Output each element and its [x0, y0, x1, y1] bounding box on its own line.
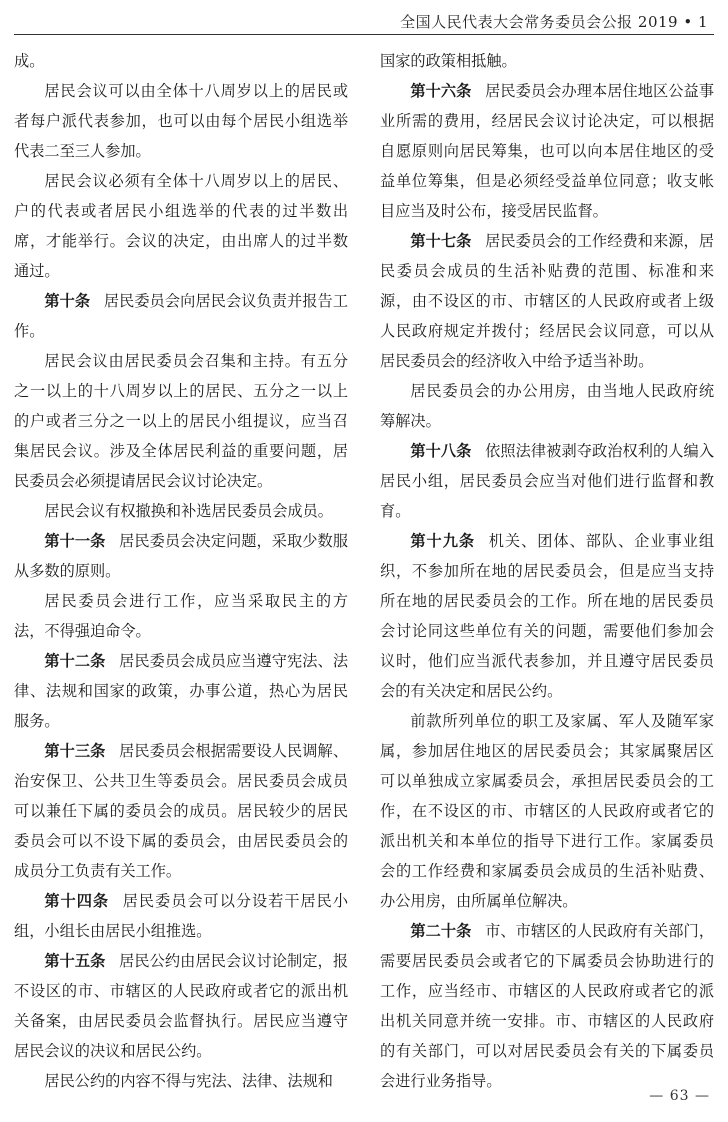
- right-column: [380, 46, 714, 1096]
- article-number: 第十四条: [44, 892, 110, 910]
- paragraph: [380, 916, 714, 1096]
- paragraph-text: 居民委员会的办公用房，由当地人民政府统筹解决。: [380, 382, 714, 430]
- paragraph: [14, 646, 348, 736]
- paragraph-text: 居民委员会成员应当遵守宪法、法律、法规和国家的政策，办事公道，热心为居民服务。: [14, 652, 349, 730]
- left-column: [14, 46, 348, 1096]
- paragraph-text: 居民公约由居民会议讨论制定，报不设区的市、市辖区的人民政府或者它的派出机关备案，由居民委员会监督执行。居民应当遵守居民会议的决议和居民公约。: [14, 952, 349, 1060]
- article-number: 第十五条: [44, 952, 106, 970]
- article-number: 第十二条: [44, 652, 106, 670]
- paragraph-text: 居民委员会的工作经费和来源，居民委员会成员的生活补贴费的范围、标准和来源，由不设区的市、市辖区的人民政府或者上级人民政府规定并拨付；经居民会议同意，可以从居民委员会的经济收入中给予适当补助。: [380, 232, 715, 370]
- paragraph: [380, 526, 714, 706]
- paragraph: [14, 946, 348, 1066]
- article-number: 第十七条: [410, 232, 472, 250]
- paragraph: [14, 286, 348, 346]
- article-number: 第十八条: [410, 442, 472, 460]
- paragraph-text: 市、市辖区的人民政府有关部门，需要居民委员会或者它的下属委员会协助进行的工作，应当经市、市辖区的人民政府或者它的派出机关同意并统一安排。市、市辖区的人民政府的有关部门，可以对居民委员会有关的下属委员会进行业务指导。: [380, 922, 715, 1090]
- publication-title: 全国人民代表大会常务委员会公报 2019 • 1: [400, 13, 708, 31]
- paragraph: [380, 46, 714, 76]
- paragraph: [14, 496, 348, 526]
- article-number: 第十条: [44, 292, 91, 310]
- paragraph-text: 居民委员会根据需要设人民调解、治安保卫、公共卫生等委员会。居民委员会成员可以兼任下属的委员会的成员。居民较少的居民委员会可以不设下属的委员会，由居民委员会的成员分工负责有关工作。: [14, 742, 349, 880]
- paragraph-text: 居民会议必须有全体十八周岁以上的居民、户的代表或者居民小组选举的代表的过半数出席，才能举行。会议的决定，由出席人的过半数通过。: [14, 172, 348, 280]
- paragraph: [14, 526, 348, 586]
- page-number: — 63 —: [649, 1088, 710, 1104]
- article-number: 第十九条: [410, 532, 476, 550]
- paragraph-text: 居民委员会办理本居住地区公益事业所需的费用，经居民会议讨论决定，可以根据自愿原则向居民筹集，也可以向本居住地区的受益单位筹集，但是必须经受益单位同意；收支帐目应当及时公布，接受居民监督。: [380, 82, 715, 220]
- paragraph: [14, 166, 348, 286]
- paragraph: [380, 436, 714, 526]
- page-header: [14, 6, 714, 35]
- paragraph: [14, 736, 348, 886]
- article-number: 第二十条: [410, 922, 472, 940]
- paragraph-text: 前款所列单位的职工及家属、军人及随军家属，参加居住地区的居民委员会；其家属聚居区可以单独成立家属委员会，承担居民委员会的工作，在不设区的市、市辖区的人民政府或者它的派出机关和本单位的指导下进行工作。家属委员会的工作经费和家属委员会成员的生活补贴费、办公用房，由所属单位解决。: [380, 712, 714, 910]
- paragraph-text: 居民委员会可以分设若干居民小组，小组长由居民小组推选。: [14, 892, 349, 940]
- paragraph: [380, 376, 714, 436]
- article-number: 第十三条: [44, 742, 106, 760]
- paragraph: [14, 76, 348, 166]
- paragraph: [14, 586, 348, 646]
- paragraph: [14, 886, 348, 946]
- paragraph-text: 居民委员会进行工作，应当采取民主的方法，不得强迫命令。: [14, 592, 348, 640]
- paragraph-text: 居民会议由居民委员会召集和主持。有五分之一以上的十八周岁以上的居民、五分之一以上的户或者三分之一以上的居民小组提议，应当召集居民会议。涉及全体居民利益的重要问题，居民委员会必须提请居民会议讨论决定。: [14, 352, 348, 490]
- article-number: 第十一条: [44, 532, 106, 550]
- paragraph-text: 机关、团体、部队、企业事业组织，不参加所在地的居民委员会，但是应当支持所在地的居民委员会的工作。所在地的居民委员会讨论同这些单位有关的问题，需要他们参加会议时，他们应当派代表参加，并且遵守居民委员会的有关决定和居民公约。: [380, 532, 715, 700]
- paragraph-text: 居民委员会决定问题，采取少数服从多数的原则。: [14, 532, 349, 580]
- paragraph: [14, 346, 348, 496]
- paragraph: [14, 46, 348, 76]
- paragraph: [380, 76, 714, 226]
- paragraph-text: 依照法律被剥夺政治权利的人编入居民小组，居民委员会应当对他们进行监督和教育。: [380, 442, 715, 520]
- paragraph-text: 居民公约的内容不得与宪法、法律、法规和: [44, 1072, 333, 1090]
- paragraph-text: 成。: [14, 52, 45, 70]
- paragraph-text: 居民会议可以由全体十八周岁以上的居民或者每户派代表参加，也可以由每个居民小组选举代表二至三人参加。: [14, 82, 348, 160]
- article-number: 第十六条: [410, 82, 472, 100]
- paragraph-text: 国家的政策相抵触。: [380, 52, 517, 70]
- paragraph: [14, 1066, 348, 1096]
- paragraph-text: 居民委员会向居民会议负责并报告工作。: [14, 292, 349, 340]
- paragraph: [380, 226, 714, 376]
- paragraph: [380, 706, 714, 916]
- paragraph-text: 居民会议有权撤换和补选居民委员会成员。: [44, 502, 333, 520]
